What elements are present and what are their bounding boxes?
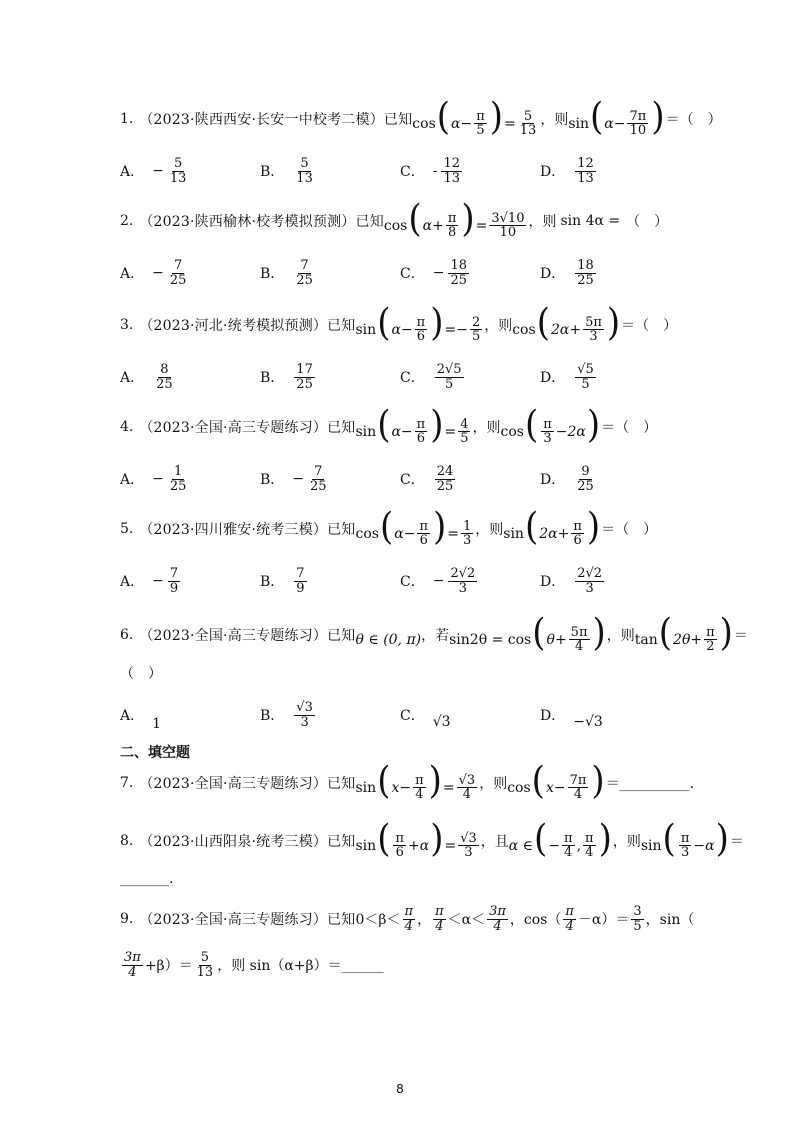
question-text: 0＜β＜ — [355, 912, 401, 928]
question-5 — [120, 504, 658, 550]
question-text: ，则 sin（α+β）＝______ — [217, 958, 384, 974]
question-number: 3. — [120, 317, 134, 333]
question-source: （2023·陕西西安·长安一中校考二模）已知 — [139, 112, 413, 128]
option-d[interactable]: D． $\frac{2√2}{3}$ — [540, 565, 603, 596]
formula: sin(α− $\frac{\pi}{6}$ )=− $\frac{2}{5}$ — [355, 300, 481, 345]
formula: sin(α− $\frac{\pi}{6}$ )= $\frac{4}{5}$ — [355, 402, 469, 447]
options-4 — [120, 458, 680, 500]
question-number: 4. — [120, 419, 134, 435]
question-text: ＜α＜ — [447, 912, 486, 928]
question-text: ，则 — [472, 420, 501, 436]
option-d[interactable]: D． $\frac{12}{13}$ — [540, 155, 594, 186]
formula: sin( $\frac{\pi}{3}$ −α) — [640, 816, 729, 861]
question-text: ，则 — [540, 112, 569, 128]
question-6 — [120, 610, 748, 656]
formula: cos(α− $\frac{\pi}{5}$ )= $\frac{5}{13}$ — [412, 94, 537, 139]
option-d[interactable]: D． $\frac{√5}{5}$ — [540, 361, 594, 392]
formula: sin(x− $\frac{\pi}{4}$ )= $\frac{√3}{4}$ — [355, 758, 476, 803]
formula: α ∈(− $\frac{\pi}{4}$ , $\frac{\pi}{4}$ ) — [508, 816, 612, 861]
option-b[interactable]: B． − $\frac{7}{25}$ — [260, 463, 327, 494]
question-number: 1. — [120, 111, 134, 127]
question-source: （2023·全国·高三专题练习）已知 — [139, 420, 356, 436]
formula: cos(x− $\frac{7\pi}{4}$ ) — [507, 758, 605, 803]
options-3 — [120, 356, 680, 398]
question-text: －α）＝ — [577, 912, 630, 928]
answer-blank[interactable]: _______. — [120, 871, 174, 887]
formula: sin(2α+ $\frac{\pi}{6}$ ) — [503, 504, 601, 549]
formula: sin2θ = cos(θ+ $\frac{5\pi}{4}$ ) — [449, 610, 606, 655]
question-text: ，sin（ — [645, 912, 695, 928]
question-text: ，cos（ — [509, 912, 562, 928]
question-text: ， — [417, 912, 432, 928]
question-number: 7. — [120, 775, 134, 791]
answer-blank[interactable]: ＝__________. — [605, 776, 695, 792]
question-tail: ＝（ ） — [601, 522, 658, 538]
answer-parens: （ ） — [120, 666, 162, 682]
question-7 — [120, 758, 695, 804]
question-6-tail-line — [120, 652, 162, 694]
options-5 — [120, 560, 680, 602]
option-b[interactable]: B． $\frac{√3}{3}$ — [260, 699, 313, 730]
question-text: ，则 — [612, 834, 641, 850]
option-a[interactable]: A． − $\frac{1}{25}$ — [120, 463, 187, 494]
question-tail: （ ） — [626, 214, 669, 230]
option-a[interactable]: A． − $\frac{7}{25}$ — [120, 257, 187, 288]
question-text: ，且 — [480, 834, 509, 850]
question-text: +β）＝ — [144, 958, 193, 974]
question-number: 5. — [120, 521, 134, 537]
question-source: （2023·全国·高三专题练习）已知 — [139, 628, 356, 644]
question-number: 6. — [120, 627, 134, 643]
question-tail: ＝（ ） — [665, 112, 722, 128]
option-d[interactable]: D． $\frac{18}{25}$ — [540, 257, 594, 288]
question-1 — [120, 94, 722, 140]
formula: cos(α+ $\frac{\pi}{8}$ )= $\frac{3√10}{10}$ — [383, 196, 525, 241]
question-tail: ＝ — [733, 628, 748, 644]
option-d[interactable]: D． $\frac{9}{25}$ — [540, 463, 594, 494]
question-text: ，则 — [606, 628, 635, 644]
question-tail: ＝ — [729, 834, 744, 850]
formula: sin(α− $\frac{7\pi}{10}$ ) — [568, 94, 665, 139]
question-source: （2023·四川雅安·统考三模）已知 — [139, 522, 356, 538]
question-source: （2023·河北·统考模拟预测）已知 — [139, 318, 356, 334]
question-2 — [120, 196, 669, 242]
option-c[interactable]: C． - $\frac{12}{13}$ — [400, 155, 460, 186]
question-text: ，则 — [479, 776, 508, 792]
option-a[interactable]: A． 1 — [120, 708, 162, 732]
question-9-line-2: $\frac{3\pi}{4}$ +β）＝ $\frac{5}{13}$ ，则 sin（α+β）＝______ — [124, 949, 384, 980]
question-4 — [120, 402, 658, 448]
question-8-tail-line — [120, 858, 173, 900]
option-a[interactable]: A． − $\frac{5}{13}$ — [120, 155, 187, 186]
options-2 — [120, 252, 680, 294]
option-b[interactable]: B． $\frac{7}{25}$ — [260, 257, 313, 288]
formula: cos(α− $\frac{\pi}{6}$ )= $\frac{1}{3}$ — [355, 504, 472, 549]
formula: sin 4α = — [560, 213, 621, 229]
question-9: 9. （2023·全国·高三专题练习）已知 0＜β＜ $\frac{\pi}{4}$ ， $\frac{\pi}{4}$ ＜α＜ $\frac{3\pi}{4}$ ，cos（ $\frac{\pi}{4}$ －α）＝ $\frac{3}{5}$ ，sin（ — [120, 903, 695, 934]
option-c[interactable]: C． $\frac{2√5}{5}$ — [400, 361, 462, 392]
section-title: 二、填空题 — [120, 745, 190, 761]
question-3 — [120, 300, 678, 346]
option-b[interactable]: B． $\frac{7}{9}$ — [260, 565, 305, 596]
question-8 — [120, 816, 744, 862]
question-number: 8. — [120, 833, 134, 849]
formula: cos(2α+ $\frac{5\pi}{3}$ ) — [512, 300, 621, 345]
question-text: ，则 — [475, 522, 504, 538]
option-c[interactable]: C． √3 — [400, 708, 451, 730]
option-b[interactable]: B． $\frac{5}{13}$ — [260, 155, 313, 186]
page-number: 8 — [396, 1082, 404, 1096]
formula: tan(2θ+ $\frac{\pi}{2}$ ) — [634, 610, 733, 655]
question-source: （2023·陕西榆林·校考模拟预测）已知 — [139, 214, 384, 230]
option-c[interactable]: C． − $\frac{2√2}{3}$ — [400, 565, 476, 596]
option-c[interactable]: C． − $\frac{18}{25}$ — [400, 257, 467, 288]
options-1 — [120, 150, 680, 192]
option-b[interactable]: B． $\frac{17}{25}$ — [260, 361, 313, 392]
question-source: （2023·山西阳泉·统考三模）已知 — [139, 834, 356, 850]
formula: θ ∈ (0, π) — [355, 632, 422, 648]
formula: cos( $\frac{\pi}{3}$ −2α) — [500, 402, 601, 447]
question-text: ，则 — [484, 318, 513, 334]
question-source: （2023·全国·高三专题练习）已知 — [139, 912, 356, 928]
option-a[interactable]: A． − $\frac{7}{9}$ — [120, 565, 179, 596]
option-c[interactable]: C． $\frac{24}{25}$ — [400, 463, 454, 494]
question-number: 9. — [120, 911, 134, 927]
question-number: 2. — [120, 213, 134, 229]
question-source: （2023·全国·高三专题练习）已知 — [139, 776, 356, 792]
question-text: ，则 — [528, 214, 557, 230]
question-text: ，若 — [421, 628, 450, 644]
question-tail: ＝（ ） — [621, 318, 678, 334]
option-a[interactable]: A． $\frac{8}{25}$ — [120, 361, 173, 392]
formula: sin( $\frac{\pi}{6}$ +α)= $\frac{√3}{3}$ — [355, 816, 477, 861]
option-d[interactable]: D． −√3 — [540, 708, 603, 730]
options-6 — [120, 694, 680, 736]
question-tail: ＝（ ） — [601, 420, 658, 436]
